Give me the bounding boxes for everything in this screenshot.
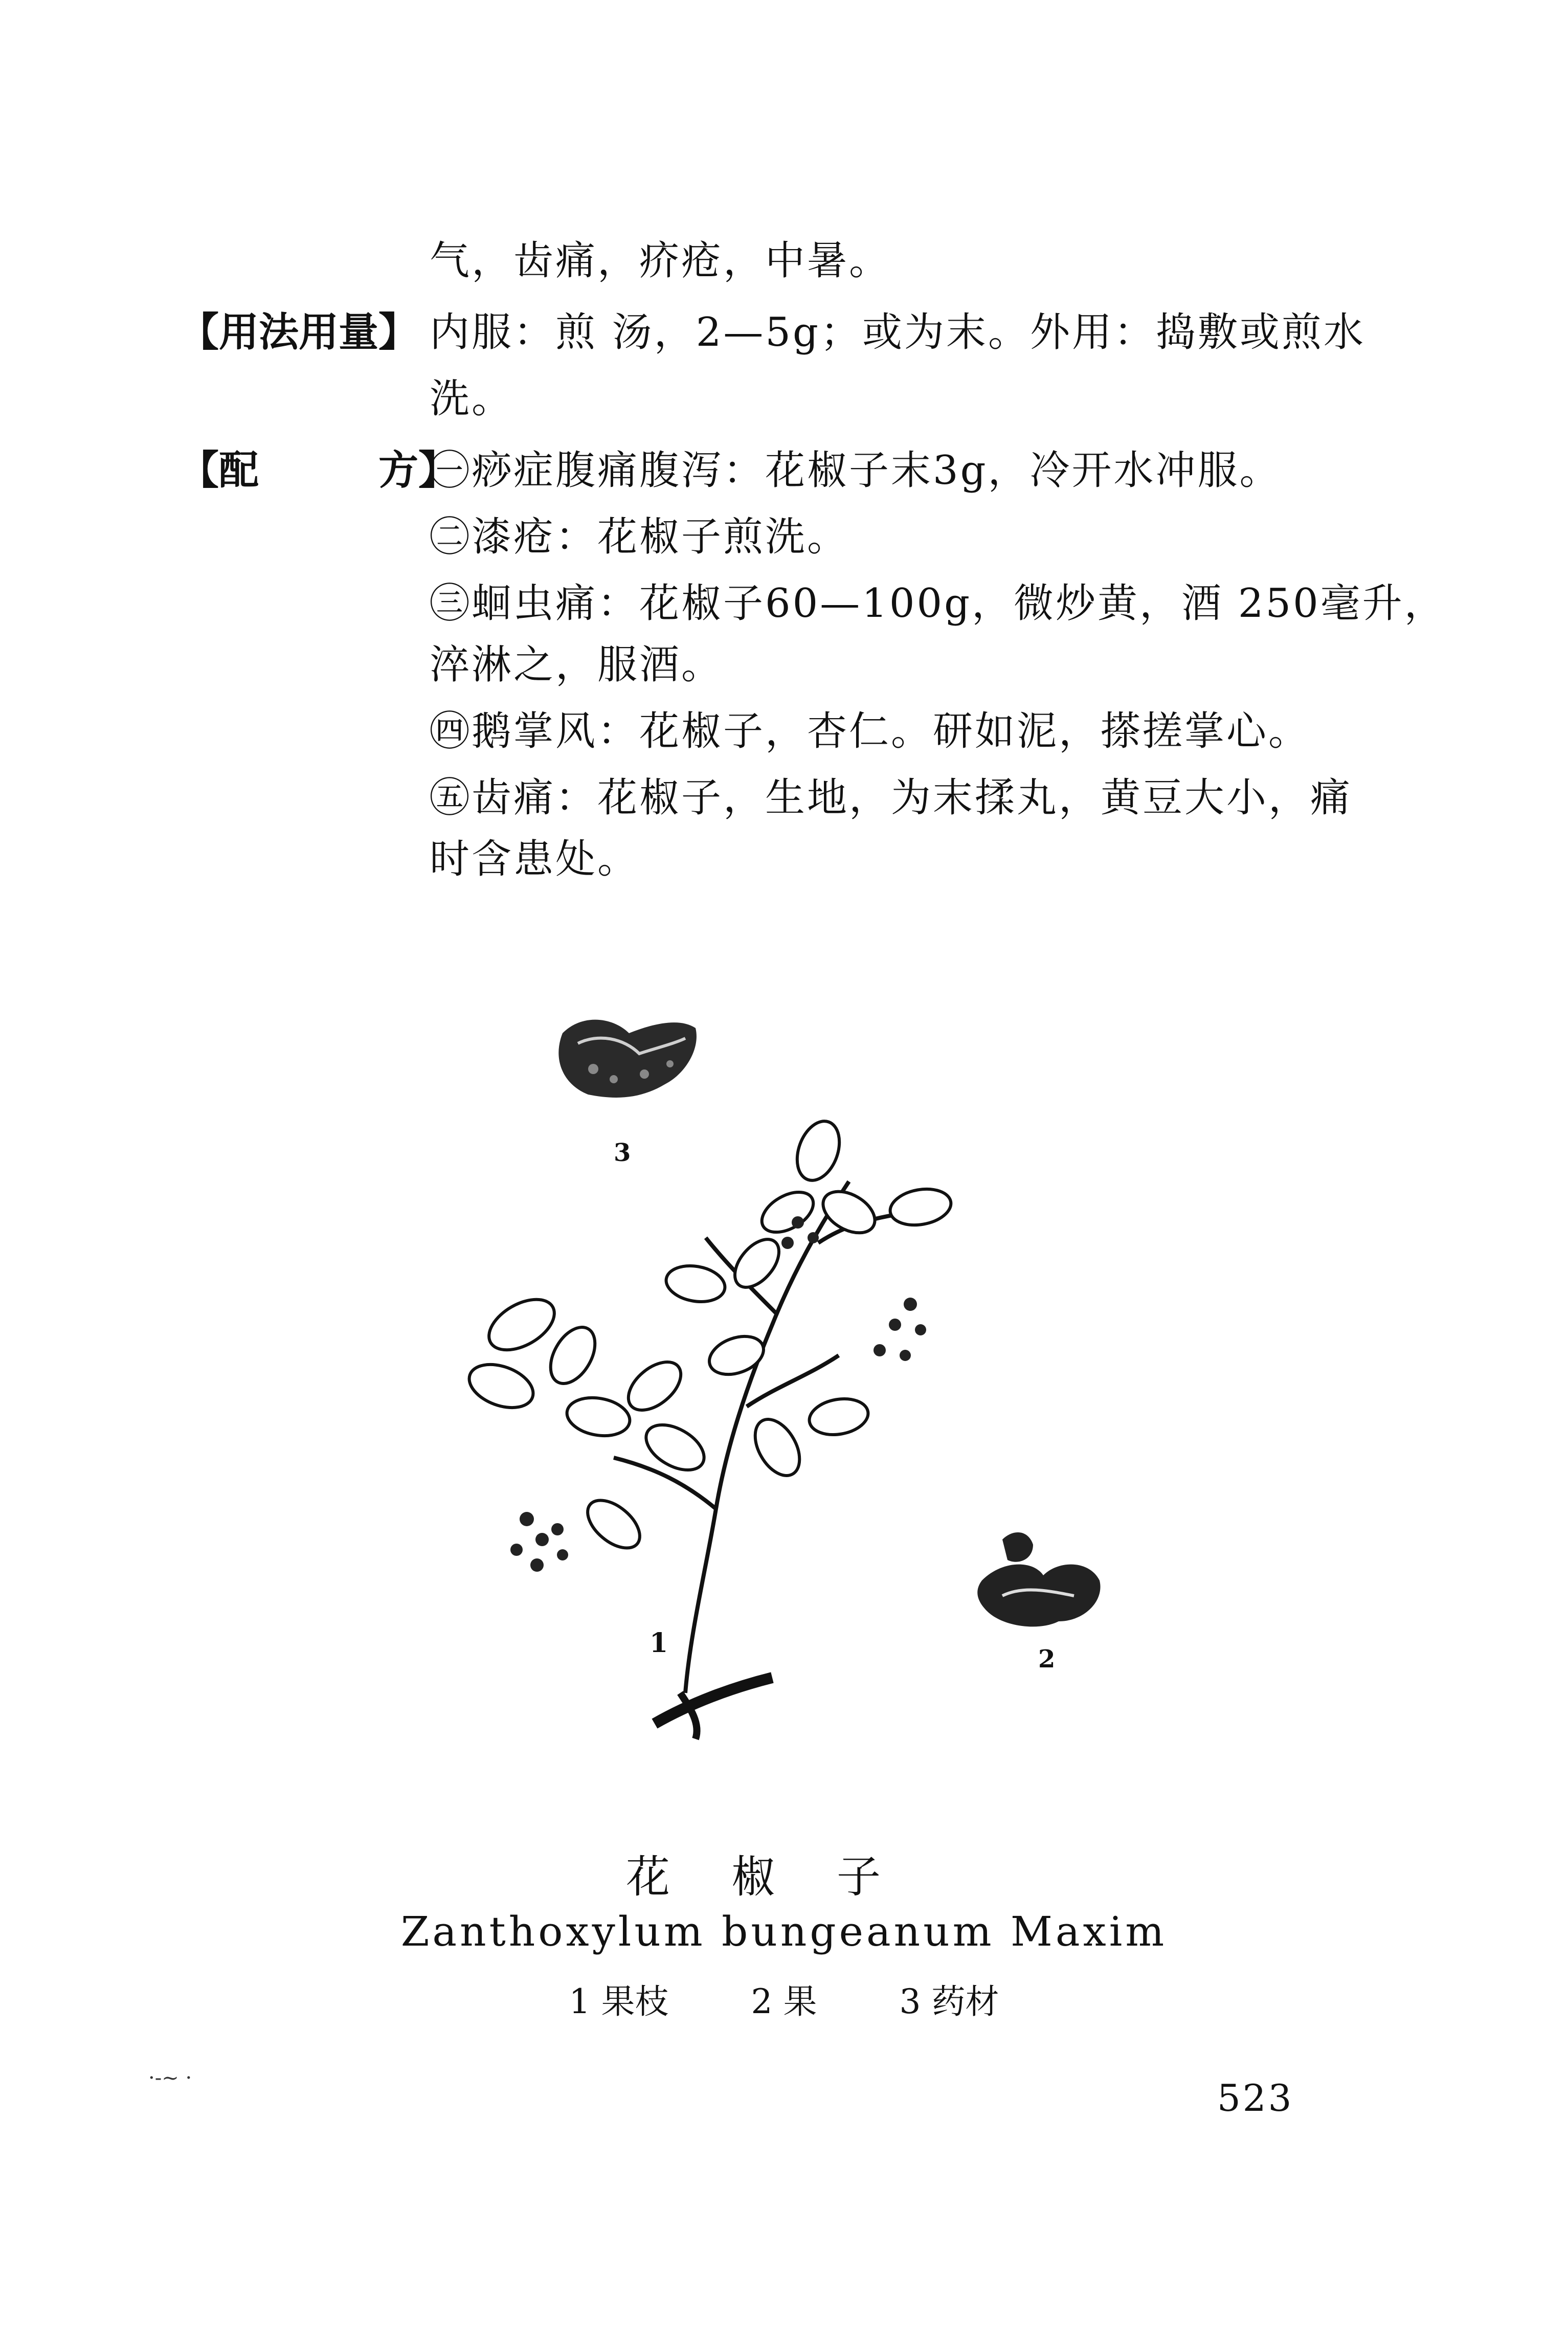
- figure-label-3: 3: [614, 1139, 631, 1167]
- continuation-text: 气，齿痛，疥疮，中暑。: [430, 238, 891, 284]
- formula-line-7: 时含患处。: [430, 836, 640, 882]
- leaves-drawing: [463, 1116, 954, 1557]
- figure-label-2: 2: [1038, 1645, 1056, 1674]
- formula-line-6: ㊄齿痛：花椒子，生地，为末揉丸，黄豆大小，痛: [430, 775, 1353, 821]
- figure-caption-latin: Zanthoxylum bungeanum Maxim: [400, 1908, 1168, 1955]
- fruit-drawing: [977, 1532, 1100, 1626]
- formula-label: 【配 方】: [179, 447, 459, 494]
- figure-label-1: 1: [649, 1627, 668, 1659]
- legend-item-material: 3 药材: [899, 1982, 999, 2021]
- usage-label: 【用法用量】: [179, 309, 419, 355]
- fruit-clusters-drawing: [510, 1216, 926, 1572]
- page-number: 523: [1217, 2077, 1294, 2120]
- figure-legend: [0, 1974, 1568, 2023]
- plant-illustration: [460, 997, 1176, 1857]
- usage-text-line-2: 洗。: [430, 376, 514, 422]
- figure-caption-chinese: 花椒子: [626, 1852, 942, 1903]
- formula-line-3: ㊂蛔虫痛：花椒子60—100g，微炒黄，酒 250毫升，: [430, 581, 1446, 627]
- dried-material-drawing: [558, 1020, 697, 1098]
- legend-item-branch: 1 果枝: [569, 1982, 669, 2021]
- formula-line-2: ㊁漆疮：花椒子煎洗。: [430, 514, 849, 560]
- stray-mark: ·-~ ·: [148, 2066, 192, 2090]
- usage-text-line-1: 内服：煎 汤，2—5g；或为末。外用：捣敷或煎水: [430, 309, 1365, 355]
- formula-line-4: 淬淋之，服酒。: [430, 642, 724, 688]
- formula-line-1: ㊀痧症腹痛腹泻：花椒子末3g，冷开水冲服。: [430, 448, 1282, 494]
- legend-item-fruit: 2 果: [751, 1982, 817, 2021]
- formula-line-5: ㊃鹅掌风：花椒子，杏仁。研如泥，搽搓掌心。: [430, 708, 1311, 754]
